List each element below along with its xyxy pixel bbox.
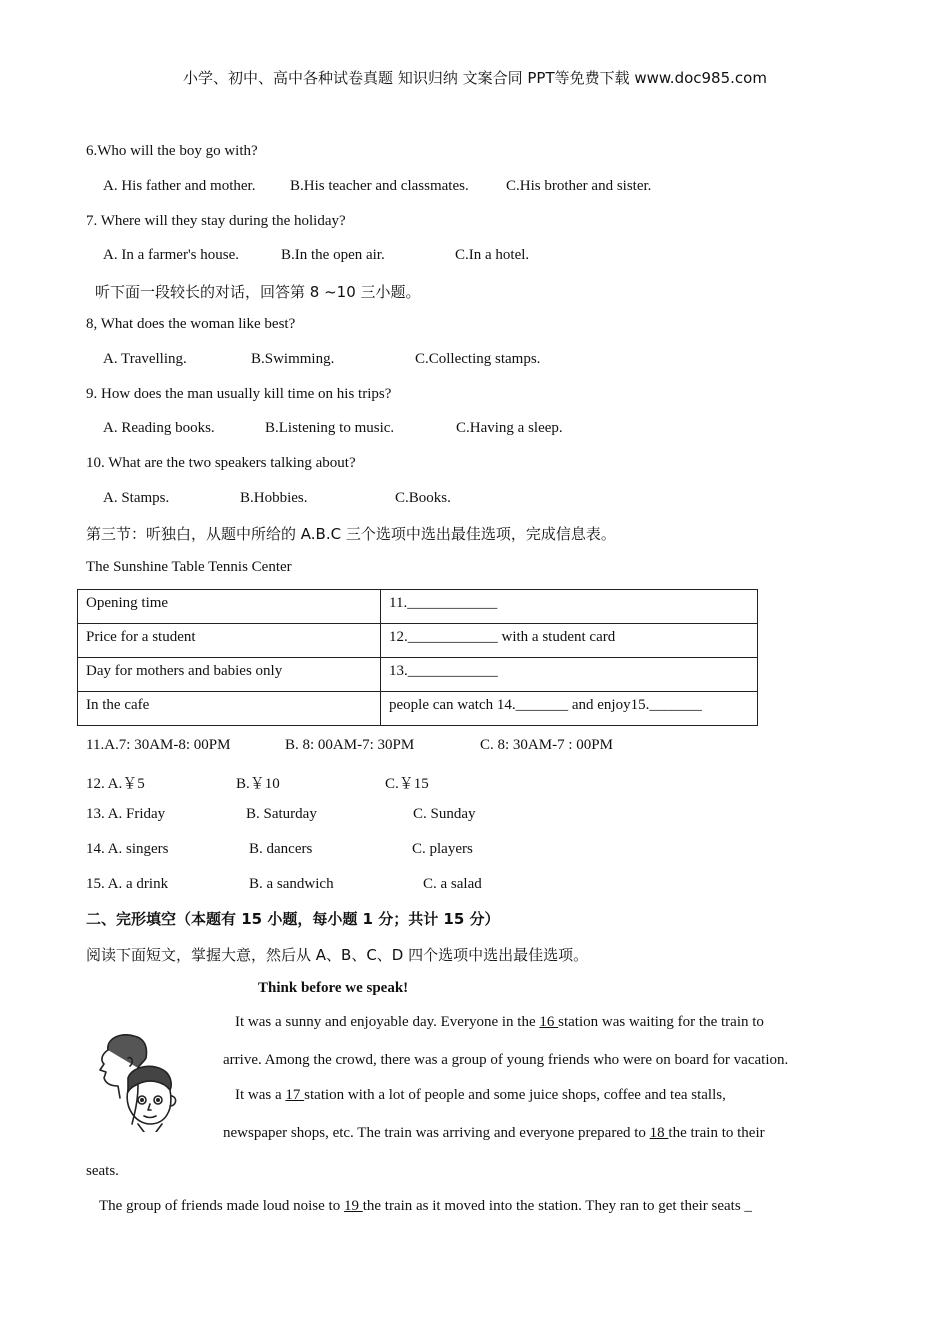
question-8-option-b: B.Swimming. — [251, 351, 335, 367]
question-8-option-a: A. Travelling. — [103, 351, 187, 367]
question-7-option-b: B.In the open air. — [281, 247, 385, 263]
question-13-option-a: 13. A. Friday — [86, 806, 166, 822]
question-8-stem: 8, What does the woman like best? — [86, 316, 296, 332]
table-cell-value: people can watch 14._______ and enjoy15._______ — [381, 692, 758, 726]
blank-19: 19 — [343, 1198, 363, 1214]
passage-title: Think before we speak! — [258, 980, 409, 996]
question-12-option-c: C.￥15 — [385, 776, 429, 792]
part-2-title: 二、完形填空（本题有 15 小题，每小题 1 分；共计 15 分） — [86, 910, 500, 928]
table-cell-label: Day for mothers and babies only — [78, 658, 381, 692]
table-cell-value: 11.____________ — [381, 590, 758, 624]
question-7-stem: 7. Where will they stay during the holiday? — [86, 213, 346, 229]
question-12-option-b: B.￥10 — [236, 776, 280, 792]
passage-line-2: arrive. Among the crowd, there was a group of young friends who were on board for vacation. — [223, 1052, 789, 1068]
question-14-option-b: B. dancers — [249, 841, 313, 857]
question-13-option-c: C. Sunday — [413, 806, 476, 822]
question-10-option-b: B.Hobbies. — [240, 490, 308, 506]
table-row — [78, 658, 758, 692]
table-row — [78, 692, 758, 726]
info-table — [77, 589, 758, 726]
question-10-option-c: C.Books. — [395, 490, 451, 506]
man-and-boy-illustration — [88, 1028, 188, 1132]
passage-text: the train as it moved into the station. They ran to get their seats _ — [362, 1198, 752, 1214]
question-15-option-a: 15. A. a drink — [86, 876, 169, 892]
question-6-option-c: C.His brother and sister. — [506, 178, 652, 194]
passage-text: It was a — [235, 1087, 286, 1103]
passage-text: The group of friends made loud noise to — [99, 1198, 344, 1214]
passage-line-5: seats. — [86, 1163, 119, 1179]
question-9-stem: 9. How does the man usually kill time on his trips? — [86, 386, 392, 402]
section-3-instruction: 第三节：听独白，从题中所给的 A.B.C 三个选项中选出最佳选项，完成信息表。 — [86, 525, 616, 543]
passage-line-4 — [223, 1125, 765, 1142]
question-14-option-c: C. players — [412, 841, 473, 857]
question-11-option-a: 11.A.7: 30AM-8: 00PM — [86, 737, 231, 753]
table-cell-value: 13.____________ — [381, 658, 758, 692]
question-10-option-a: A. Stamps. — [103, 490, 170, 506]
passage-line-3 — [235, 1087, 726, 1104]
question-12-option-a: 12. A.￥5 — [86, 776, 145, 792]
question-9-option-c: C.Having a sleep. — [456, 420, 563, 436]
blank-17: 17 — [285, 1087, 305, 1103]
passage-text: station was waiting for the train to — [558, 1014, 764, 1030]
table-row — [78, 624, 758, 658]
page-header: 小学、初中、高中各种试卷真题 知识归纳 文案合同 PPT等免费下载 www.doc985.com — [183, 69, 767, 87]
part-2-instruction: 阅读下面短文，掌握大意，然后从 A、B、C、D 四个选项中选出最佳选项。 — [86, 946, 589, 964]
passage-text: It was a sunny and enjoyable day. Everyone in the — [235, 1014, 540, 1030]
question-9-option-a: A. Reading books. — [103, 420, 215, 436]
table-row — [78, 590, 758, 624]
blank-16: 16 — [539, 1014, 559, 1030]
question-13-option-b: B. Saturday — [246, 806, 317, 822]
question-9-option-b: B.Listening to music. — [265, 420, 395, 436]
question-7-option-c: C.In a hotel. — [455, 247, 530, 263]
table-cell-label: Opening time — [78, 590, 381, 624]
table-cell-label: In the cafe — [78, 692, 381, 726]
question-15-option-b: B. a sandwich — [249, 876, 334, 892]
blank-18: 18 — [649, 1125, 669, 1141]
passage-text: station with a lot of people and some juice shops, coffee and tea stalls, — [304, 1087, 726, 1103]
passage-text: newspaper shops, etc. The train was arriving and everyone prepared to — [223, 1125, 650, 1141]
table-title: The Sunshine Table Tennis Center — [86, 559, 292, 575]
question-8-option-c: C.Collecting stamps. — [415, 351, 541, 367]
question-11-option-b: B. 8: 00AM-7: 30PM — [285, 737, 415, 753]
question-6-option-b: B.His teacher and classmates. — [290, 178, 469, 194]
table-cell-label: Price for a student — [78, 624, 381, 658]
passage-line-1 — [235, 1014, 764, 1031]
instruction-8-10: 听下面一段较长的对话，回答第 8 ~10 三小题。 — [95, 283, 421, 301]
question-14-option-a: 14. A. singers — [86, 841, 169, 857]
question-10-stem: 10. What are the two speakers talking about? — [86, 455, 356, 471]
passage-line-6 — [99, 1198, 752, 1215]
question-7-option-a: A. In a farmer's house. — [103, 247, 239, 263]
question-6-option-a: A. His father and mother. — [103, 178, 256, 194]
question-11-option-c: C. 8: 30AM-7 : 00PM — [480, 737, 613, 753]
question-6-stem: 6.Who will the boy go with? — [86, 143, 258, 159]
passage-text: the train to their — [668, 1125, 765, 1141]
table-cell-value: 12.____________ with a student card — [381, 624, 758, 658]
question-15-option-c: C. a salad — [423, 876, 482, 892]
